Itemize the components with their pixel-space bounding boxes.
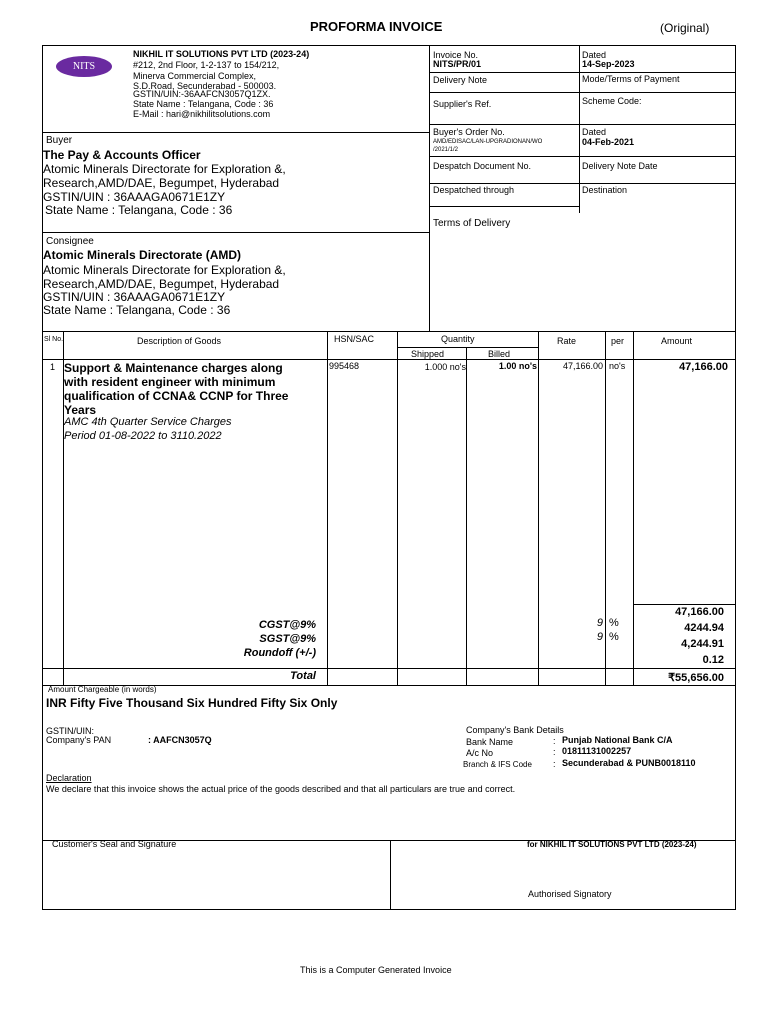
- bank-colon: :: [553, 747, 556, 757]
- bank-details-title: Company's Bank Details: [466, 725, 564, 735]
- sgst-label: SGST@9%: [259, 633, 316, 645]
- buyer-order-no: AMD/EDISAC/LAN-UPGRADIONAN/WO: [433, 139, 543, 145]
- bank-name-label: Bank Name: [466, 737, 514, 747]
- consignee-state: State Name : Telangana, Code : 36: [43, 303, 231, 317]
- order-date: 04-Feb-2021: [582, 137, 635, 147]
- delivery-note-label: Delivery Note: [433, 75, 488, 85]
- buyer-order-no-suffix: /2021/1/2: [433, 147, 459, 153]
- total-amount: ₹55,656.00: [668, 672, 724, 684]
- sgst-rate: 9: [596, 631, 603, 643]
- invoice-title: PROFORMA INVOICE: [310, 19, 443, 34]
- authorised-signatory: Authorised Signatory: [528, 889, 612, 899]
- buyer-order-label: Buyer's Order No.: [433, 127, 505, 137]
- seller-name: NIKHIL IT SOLUTIONS PVT LTD (2023-24): [133, 49, 310, 59]
- account-no-label: A/c No: [466, 748, 494, 758]
- destination-label: Destination: [582, 185, 628, 195]
- despatch-doc-label: Despatch Document No.: [433, 161, 532, 171]
- consignee-label: Consignee: [46, 236, 94, 247]
- consignee-line: Research,AMD/DAE, Begumpet, Hyderabad: [43, 277, 280, 291]
- buyer-line: Atomic Minerals Directorate for Exploration &,: [43, 162, 286, 176]
- roundoff-label: Roundoff (+/-): [243, 647, 316, 659]
- delivery-note-date-label: Delivery Note Date: [582, 161, 658, 171]
- branch-ifs-label: Branch & IFS Code: [463, 760, 532, 769]
- col-shipped: Shipped: [411, 349, 445, 359]
- sgst-percent: %: [609, 631, 619, 643]
- seller-address-line: S.D.Road, Secunderabad - 500003.: [133, 81, 277, 91]
- col-rate: Rate: [557, 336, 577, 346]
- consignee-line: Atomic Minerals Directorate for Exploration &,: [43, 263, 286, 277]
- item-description-line: with resident engineer with minimum: [64, 375, 276, 389]
- item-period: Period 01-08-2022 to 3110.2022: [64, 430, 222, 442]
- company-logo: NITS: [56, 56, 112, 77]
- declaration-label: Declaration: [46, 773, 92, 783]
- buyer-name: The Pay & Accounts Officer: [43, 148, 201, 162]
- buyer-gstin: GSTIN/UIN : 36AAAGA0671E1ZY: [43, 190, 226, 204]
- despatched-through-label: Despatched through: [433, 185, 515, 195]
- item-description-line: Support & Maintenance charges along: [64, 361, 283, 375]
- amount-in-words: INR Fifty Five Thousand Six Hundred Fifty Six Only: [46, 696, 338, 710]
- consignee-name: Atomic Minerals Directorate (AMD): [43, 248, 242, 262]
- col-sl: Sl No.: [44, 336, 64, 343]
- account-no: 01811131002257: [562, 746, 632, 756]
- item-billed: 1.00 no's: [498, 361, 537, 371]
- item-shipped: 1.000 no's: [424, 362, 466, 372]
- col-description: Description of Goods: [137, 336, 222, 346]
- dated-label: Dated: [582, 50, 607, 60]
- item-description-line: qualification of CCNA& CCNP for Three: [64, 389, 289, 403]
- invoice-no: NITS/PR/01: [433, 59, 482, 69]
- invoice-no-label: Invoice No.: [433, 50, 479, 60]
- subtotal-amount: 47,166.00: [675, 606, 724, 618]
- cgst-label: CGST@9%: [258, 619, 316, 631]
- seller-address-line: Minerva Commercial Complex,: [133, 71, 257, 81]
- order-dated-label: Dated: [582, 127, 607, 137]
- col-hsn: HSN/SAC: [334, 334, 375, 344]
- cgst-amount: 4244.94: [684, 622, 724, 634]
- seller-state: State Name : Telangana, Code : 36: [133, 99, 274, 109]
- consignee-gstin: GSTIN/UIN : 36AAAGA0671E1ZY: [43, 290, 226, 304]
- item-per: no's: [609, 361, 626, 371]
- item-sl: 1: [50, 362, 56, 372]
- declaration-text: We declare that this invoice shows the actual price of the goods described and that all particulars are true and correct.: [46, 784, 516, 794]
- col-quantity: Quantity: [441, 334, 475, 344]
- item-rate: 47,166.00: [562, 361, 603, 371]
- cgst-percent: %: [609, 617, 619, 629]
- for-company: for NIKHIL IT SOLUTIONS PVT LTD (2023-24): [527, 840, 697, 849]
- bank-colon: :: [553, 759, 556, 769]
- invoice-date: 14-Sep-2023: [582, 59, 635, 69]
- roundoff-amount: 0.12: [702, 654, 724, 666]
- col-per: per: [611, 336, 625, 346]
- cgst-rate: 9: [596, 617, 603, 629]
- copy-label: (Original): [660, 21, 710, 35]
- bank-name: Punjab National Bank C/A: [562, 735, 673, 745]
- col-billed: Billed: [488, 349, 511, 359]
- item-hsn: 995468: [329, 361, 360, 371]
- buyer-label: Buyer: [46, 135, 73, 146]
- pan-value: : AAFCN3057Q: [148, 735, 212, 745]
- item-description-line: Years: [64, 403, 97, 417]
- scheme-code-label: Scheme Code:: [582, 96, 642, 106]
- sgst-amount: 4,244.91: [681, 638, 724, 650]
- branch-ifs: Secunderabad & PUNB0018110: [562, 758, 696, 768]
- footer-note: This is a Computer Generated Invoice: [300, 965, 452, 975]
- buyer-state: State Name : Telangana, Code : 36: [45, 203, 233, 217]
- customer-seal-label: Customer's Seal and Signature: [52, 839, 177, 849]
- pan-label: Company's PAN: [46, 735, 112, 745]
- buyer-line: Research,AMD/DAE, Begumpet, Hyderabad: [43, 176, 280, 190]
- amount-words-label: Amount Chargeable (in words): [48, 685, 157, 694]
- col-amount: Amount: [661, 336, 693, 346]
- supplier-ref-label: Supplier's Ref.: [433, 99, 492, 109]
- item-amount: 47,166.00: [679, 361, 728, 373]
- seller-address-line: #212, 2nd Floor, 1-2-137 to 154/212,: [133, 60, 280, 70]
- item-note: AMC 4th Quarter Service Charges: [64, 416, 232, 428]
- mode-terms-label: Mode/Terms of Payment: [582, 74, 680, 84]
- seller-email: E-Mail : hari@nikhilitsolutions.com: [133, 109, 271, 119]
- terms-delivery-label: Terms of Delivery: [433, 218, 511, 229]
- bank-colon: :: [553, 736, 556, 746]
- seller-gstin: GSTIN/UIN:-36AAFCN3057Q1ZX.: [133, 89, 271, 99]
- gstin-label: GSTIN/UIN:: [46, 726, 95, 736]
- total-label: Total: [290, 670, 316, 682]
